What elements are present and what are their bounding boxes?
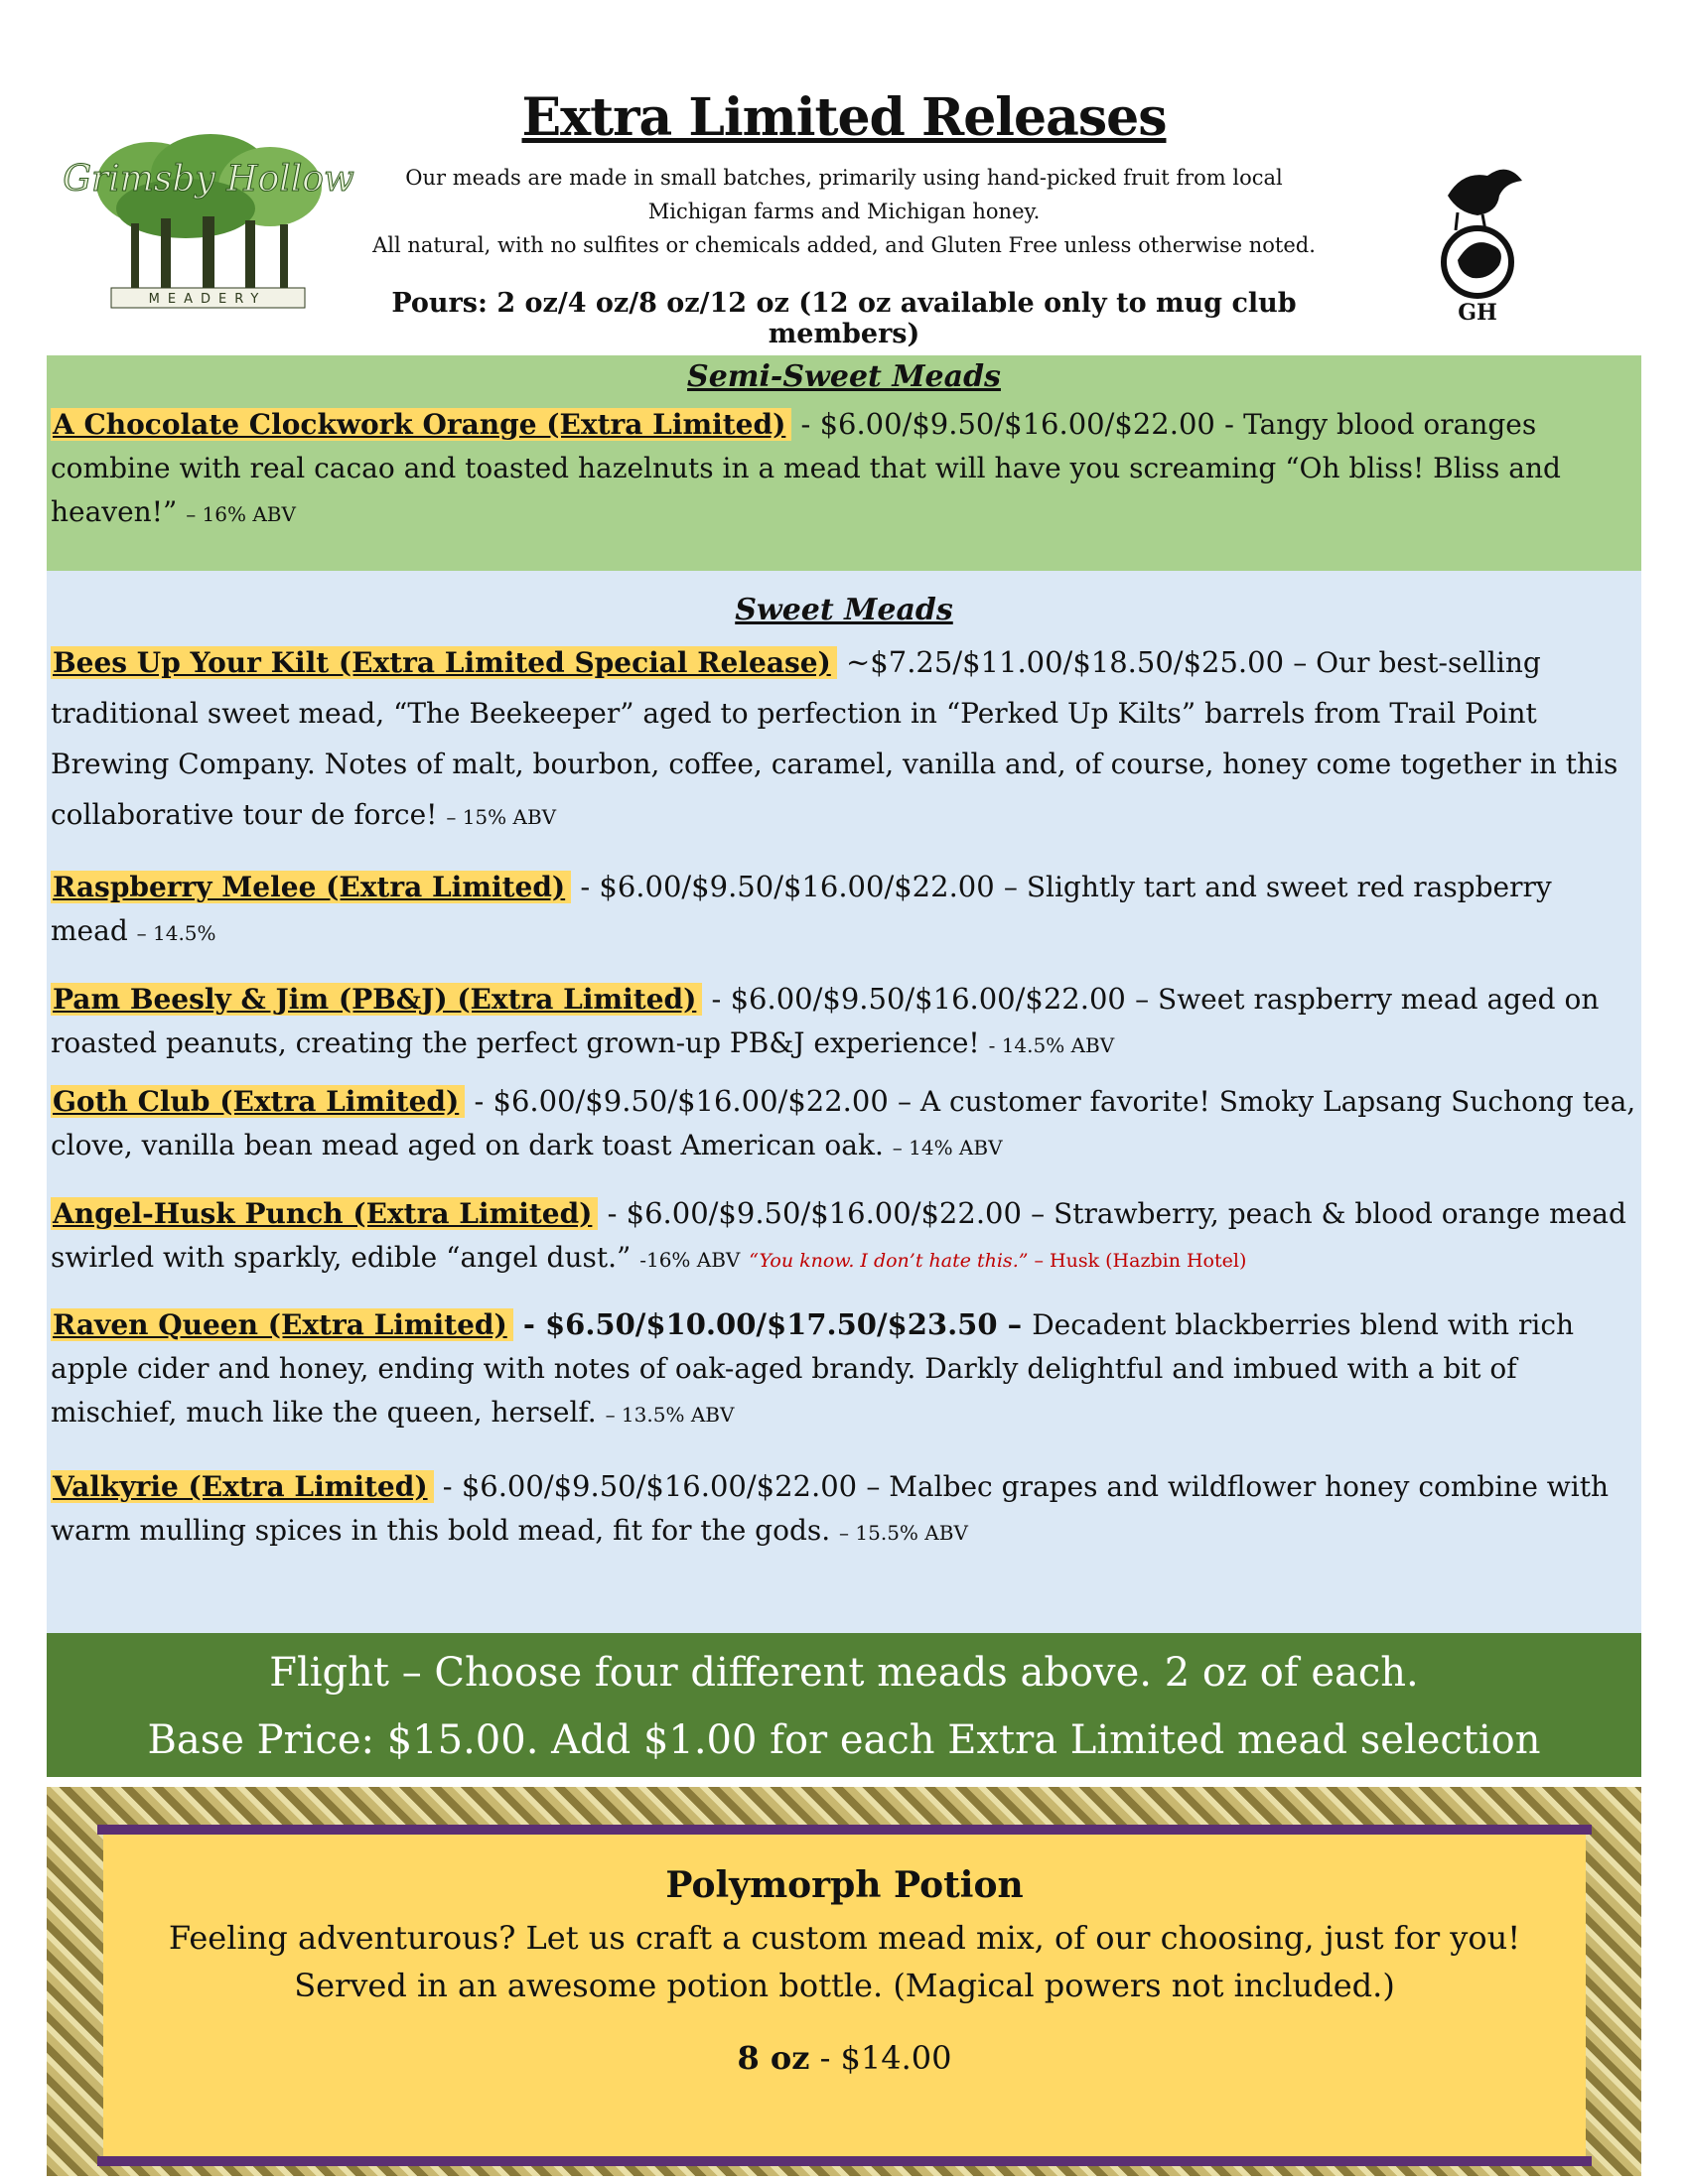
item-name: Angel-Husk Punch (Extra Limited) (51, 1197, 598, 1230)
flight-line: Flight – Choose four different meads above. 2 oz of each. (269, 1650, 1419, 1696)
semi-sweet-section (47, 355, 1641, 571)
item-description: – Strawberry, peach & blood orange mead swirled with sparkly, edible “angel dust.” (51, 1197, 1626, 1274)
logo-script-text: Grimsby Hollow (63, 159, 354, 200)
logo-subtext: MEADERY (148, 292, 267, 307)
menu-item-angel-husk-punch (51, 1191, 1637, 1283)
grimsby-hollow-logo (63, 129, 354, 318)
flight-banner (47, 1633, 1641, 1777)
section-title-sweet: Sweet Meads (735, 593, 953, 627)
frame-bar-top (97, 1825, 1592, 1835)
item-description: – Sweet raspberry mead aged on roasted peanuts, creating the perfect grown-up PB&J experience! (51, 983, 1600, 1059)
item-price: - $6.00/$9.50/$16.00/$22.00 (598, 1196, 1032, 1230)
item-name: Goth Club (Extra Limited) (51, 1085, 465, 1118)
item-name: Raspberry Melee (Extra Limited) (51, 871, 571, 903)
menu-item-bees-up-your-kilt (51, 637, 1637, 843)
item-description: – Malbec grapes and wildflower honey combine with warm mulling spices in this bold mead, fit for the gods. (51, 1470, 1610, 1547)
polymorph-title: Polymorph Potion (665, 1864, 1024, 1906)
item-price: - $6.00/$9.50/$16.00/$22.00 (465, 1084, 899, 1118)
intro-line: All natural, with no sulfites or chemicals added, and Gluten Free unless otherwise noted. (372, 233, 1316, 257)
item-abv: -16% ABV (639, 1248, 741, 1272)
quote-text: “You know. I don’t hate this.” (749, 1250, 1029, 1272)
item-name: A Chocolate Clockwork Orange (Extra Limited) (51, 408, 791, 441)
item-abv: – 14.5% (136, 921, 216, 945)
frame-bar-bottom (97, 2156, 1592, 2166)
menu-item-pam-beesly-jim (51, 977, 1637, 1067)
menu-header (0, 0, 1688, 352)
polymorph-description: Served in an awesome potion bottle. (Magical powers not included.) (294, 1967, 1395, 2004)
intro-line: Our meads are made in small batches, primarily using hand-picked fruit from local (405, 166, 1283, 190)
item-abv: - 14.5% ABV (988, 1033, 1115, 1057)
polymorph-size: 8 oz (737, 2039, 810, 2077)
intro-line: Michigan farms and Michigan honey. (647, 200, 1041, 223)
item-price: - $6.00/$9.50/$16.00/$22.00 (571, 870, 1004, 903)
item-name: Raven Queen (Extra Limited) (51, 1308, 513, 1341)
quote-attribution: – Husk (Hazbin Hotel) (1028, 1250, 1247, 1272)
menu-item-raspberry-melee (51, 865, 1637, 955)
menu-item-chocolate-clockwork-orange (51, 402, 1637, 536)
pours-info: Pours: 2 oz/4 oz/8 oz/12 oz (12 oz available only to mug club members) (391, 288, 1297, 349)
page-title: Extra Limited Releases (521, 87, 1167, 148)
menu-item-valkyrie (51, 1464, 1637, 1555)
item-description: – Slightly tart and sweet red raspberry mead (51, 871, 1552, 947)
polymorph-price (103, 2039, 1586, 2077)
polymorph-price-value: - $14.00 (809, 2039, 952, 2077)
gh-monogram: GH (1458, 300, 1497, 326)
polymorph-potion-box (103, 1835, 1586, 2156)
item-description: Tangy blood oranges combine with real cacao and toasted hazelnuts in a mead that will have you screaming “Oh bliss! Bliss and heaven!” (51, 408, 1561, 528)
item-description: Decadent blackberries blend with rich apple cider and honey, ending with notes of oak-aged brandy. Darkly delightful and imbued with a bit of mischief, much like the queen, herself. (51, 1308, 1575, 1429)
raven-gh-logo (1428, 151, 1527, 325)
item-price: - $6.00/$9.50/$16.00/$22.00 (433, 1469, 867, 1503)
item-description: – Our best-selling traditional sweet mead, “The Beekeeper” aged to perfection in “Perked Up Kilts” barrels from Trail Point Brewing Company. Notes of malt, bourbon, coffee, caramel, vanilla and, of course, honey come together in this collaborative tour de force! (51, 646, 1618, 831)
item-price: - $6.00/$9.50/$16.00/$22.00 (702, 982, 1136, 1016)
polymorph-description: Feeling adventurous? Let us craft a custom mead mix, of our choosing, just for you! (168, 1919, 1521, 1957)
intro-text (328, 161, 1360, 262)
item-price: ~$7.25/$11.00/$18.50/$25.00 (836, 645, 1294, 679)
item-description: – A customer favorite! Smoky Lapsang Suchong tea, clove, vanilla bean mead aged on dark toast American oak. (51, 1085, 1636, 1161)
item-name: Bees Up Your Kilt (Extra Limited Special Release) (51, 646, 837, 679)
item-abv: – 13.5% ABV (605, 1403, 735, 1427)
item-price: - $6.00/$9.50/$16.00/$22.00 - (791, 407, 1244, 441)
sweet-section (47, 571, 1641, 1633)
flight-price-line: Base Price: $15.00. Add $1.00 for each Extra Limited mead selection (147, 1717, 1541, 1763)
menu-item-raven-queen (51, 1302, 1637, 1436)
item-abv: – 14% ABV (892, 1136, 1003, 1160)
item-abv: – 15% ABV (446, 805, 557, 829)
section-title-semi-sweet: Semi-Sweet Meads (687, 359, 1001, 394)
item-price: - $6.50/$10.00/$17.50/$23.50 – (512, 1307, 1033, 1341)
item-name: Valkyrie (Extra Limited) (51, 1470, 434, 1503)
item-abv: – 15.5% ABV (839, 1521, 968, 1545)
item-name: Pam Beesly & Jim (PB&J) (Extra Limited) (51, 983, 702, 1016)
item-abv: – 16% ABV (186, 502, 296, 526)
husk-quote (749, 1250, 1246, 1272)
menu-item-goth-club (51, 1079, 1637, 1169)
